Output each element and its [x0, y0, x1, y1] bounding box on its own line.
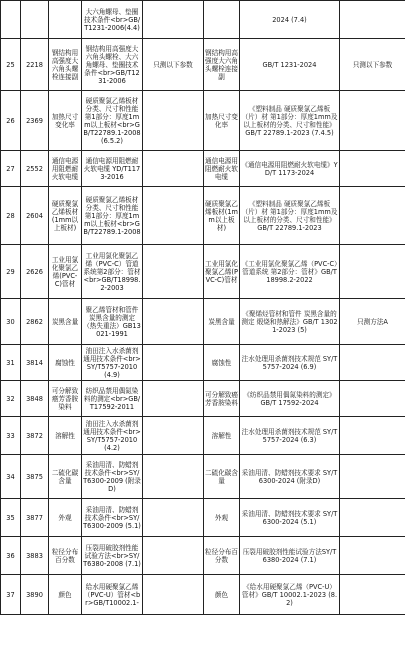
row-code-cell: 2218 [21, 39, 49, 91]
changed-item-cell: 外观 [204, 499, 240, 537]
original-standard-cell: 大六角螺母、垫圈技术条件<br>GB/T1231-2006(4.4) [82, 1, 143, 39]
row-number-cell: 26 [1, 91, 21, 151]
remark-cell [340, 575, 405, 615]
new-standard-cell: 压裂用破胶剂性能试验方法SY/T 6380-2024 (7.1) [240, 537, 340, 575]
remark-cell [340, 537, 405, 575]
new-standard-cell: 《工业用氯化聚氯乙烯（PVC-C）管道系统 第2部分：管材》GB/T 18998.2-2022 [240, 245, 340, 299]
row-code-cell: 3814 [21, 345, 49, 381]
table-row [1, 499, 405, 537]
test-item-cell: 炭黑含量 [49, 299, 82, 345]
original-standard-cell: 给水用硬聚氯乙烯（PVC-U）管材<br>GB/T10002.1- [82, 575, 143, 615]
changed-item-cell: 粒径分布百分数 [204, 537, 240, 575]
row-code-cell: 3883 [21, 537, 49, 575]
changed-item-cell: 硬质聚氯乙烯板材(1mm以上板材) [204, 187, 240, 245]
new-standard-cell: 采油用清、防蜡剂技术要求 SY/T 6300-2024 (附录D) [240, 455, 340, 499]
remark-cell: 只测以下参数 [340, 39, 405, 91]
row-number-cell: 36 [1, 537, 21, 575]
table-row [1, 187, 405, 245]
original-scope-cell [143, 1, 204, 39]
original-standard-cell: 压裂用破胶剂性能试验方法<br>SY/T6380-2008 (7.1) [82, 537, 143, 575]
table-row [1, 455, 405, 499]
original-standard-cell: 通信电源用阻燃耐火软电缆 YD/T1173-2016 [82, 151, 143, 187]
changed-item-cell: 颜色 [204, 575, 240, 615]
test-item-cell: 溶解性 [49, 417, 82, 455]
new-standard-cell: 注水处理用杀菌剂技术规范 SY/T 5757-2024 (6.3) [240, 417, 340, 455]
test-item-cell: 加热尺寸变化率 [49, 91, 82, 151]
row-code-cell: 3848 [21, 381, 49, 417]
test-item-cell: 可分解致癌芳香胺染料 [49, 381, 82, 417]
original-scope-cell [143, 455, 204, 499]
table-row [1, 1, 405, 39]
original-scope-cell [143, 91, 204, 151]
row-number-cell: 25 [1, 39, 21, 91]
row-number-cell: 34 [1, 455, 21, 499]
changed-item-cell: 二硫化碳含量 [204, 455, 240, 499]
original-scope-cell [143, 151, 204, 187]
test-item-cell: 二硫化碳含量 [49, 455, 82, 499]
new-standard-cell: GB/T 1231-2024 [240, 39, 340, 91]
test-item-cell: 粒径分布百分数 [49, 537, 82, 575]
test-item-cell [49, 1, 82, 39]
remark-cell [340, 499, 405, 537]
original-standard-cell: 硬质聚氯乙烯板材分类、尺寸和性能第1部分：厚度1mm以上板材<br>GB/T22789.1-2008 [82, 187, 143, 245]
row-number-cell [1, 1, 21, 39]
original-standard-cell: 聚乙烯管材和管件炭黑含量的测定（热失重法）GB13021-1991 [82, 299, 143, 345]
test-item-cell: 硬质聚氯乙烯板材(1mm以上板材) [49, 187, 82, 245]
remark-cell [340, 151, 405, 187]
original-scope-cell [143, 345, 204, 381]
row-number-cell: 33 [1, 417, 21, 455]
remark-cell [340, 381, 405, 417]
original-standard-cell: 油田注入水杀菌剂通用技术条件<br>SY/T5757-2010 (4.9) [83, 346, 141, 379]
new-standard-cell: 《给水用硬聚氯乙烯（PVC-U）管材》GB/T 10002.1-2023 (8.2) [240, 575, 340, 615]
new-standard-cell: 《塑料制品 硬质聚氯乙烯板（片）材 第1部分：厚度1mm及以上板材的分类、尺寸和性能》GB/T 22789.1-2023 [240, 187, 340, 245]
original-standard-cell: 采油用清、防蜡剂技术条件<br>SY/T6300-2009 (附录D) [82, 455, 143, 499]
original-scope-cell [143, 575, 204, 615]
original-scope-cell [143, 299, 204, 345]
test-item-cell: 外观 [49, 499, 82, 537]
row-code-cell: 3890 [21, 575, 49, 615]
row-code-cell: 2604 [21, 187, 49, 245]
table-body [1, 1, 405, 615]
row-code-cell: 2862 [21, 299, 49, 345]
original-scope-cell [143, 537, 204, 575]
new-standard-cell: 《通信电源用阻燃耐火软电缆》YD/T 1173-2024 [240, 151, 340, 187]
row-code-cell [21, 1, 49, 39]
table-row [1, 39, 405, 91]
changed-item-cell: 工业用氯化聚氯乙烯(PVC-C)管材 [204, 245, 240, 299]
original-scope-cell [143, 417, 204, 455]
changed-item-cell: 炭黑含量 [204, 299, 240, 345]
original-scope-cell [143, 245, 204, 299]
test-item-cell: 钢结构用高强度大六角头螺栓连接副 [49, 39, 82, 91]
changed-item-cell: 加热尺寸变化率 [204, 91, 240, 151]
table-row [1, 245, 405, 299]
changed-item-cell: 通信电源用阻燃耐火软电缆 [204, 151, 240, 187]
test-item-cell: 腐蚀性 [49, 345, 82, 381]
original-scope-cell [143, 499, 204, 537]
table-row [1, 417, 405, 455]
original-scope-cell: 只测以下参数 [143, 39, 204, 91]
table-row [1, 151, 405, 187]
remark-cell [340, 187, 405, 245]
new-standard-cell: 《纺织品禁用偶氮染料的测定》GB/T 17592-2024 [240, 381, 340, 417]
new-standard-cell: 《聚烯烃管材和管件 炭黑含量的测定 煅烧和热解法》GB/T 13021-2023 (5) [240, 299, 340, 345]
table-row [1, 299, 405, 345]
changed-item-cell [204, 1, 240, 39]
row-code-cell: 3877 [21, 499, 49, 537]
original-scope-cell [143, 381, 204, 417]
new-standard-cell: 注水处理用杀菌剂技术规范 SY/T 5757-2024 (6.9) [240, 345, 340, 381]
row-number-cell: 31 [1, 345, 21, 381]
remark-cell [340, 91, 405, 151]
test-item-cell: 工业用氯化聚氯乙烯(PVC-C)管材 [49, 245, 82, 299]
remark-cell [340, 345, 405, 381]
table-row [1, 91, 405, 151]
row-number-cell: 37 [1, 575, 21, 615]
original-standard-cell: 硬质聚氯乙烯板材分类、尺寸和性能第1部分：厚度1mm以上板材<br>GB/T22789.1-2008 (6.5.2) [82, 91, 143, 151]
row-number-cell: 35 [1, 499, 21, 537]
original-standard-cell: 油田注入水杀菌剂通用技术条件<br>SY/T5757-2010 (4.2) [82, 417, 143, 455]
remark-cell [340, 1, 405, 39]
row-code-cell: 3872 [21, 417, 49, 455]
row-number-cell: 29 [1, 245, 21, 299]
remark-cell [340, 455, 405, 499]
changed-item-cell: 钢结构用高强度大六角头螺栓连接副 [204, 39, 240, 91]
row-number-cell: 30 [1, 299, 21, 345]
remark-cell [340, 245, 405, 299]
table-row [1, 381, 405, 417]
table-row [1, 345, 405, 381]
original-standard-cell: 纺织品禁用偶氮染料的测定<br>GB/T17592-2011 [82, 381, 143, 417]
row-code-cell: 3875 [21, 455, 49, 499]
row-code-cell: 2626 [21, 245, 49, 299]
row-number-cell: 32 [1, 381, 21, 417]
changed-item-cell: 可分解致癌芳香胺染料 [204, 381, 240, 417]
row-number-cell: 27 [1, 151, 21, 187]
new-standard-cell: 采油用清、防蜡剂技术要求 SY/T 6300-2024 (5.1) [240, 499, 340, 537]
row-number-cell: 28 [1, 187, 21, 245]
original-standard-cell: 采油用清、防蜡剂技术条件<br>SY/T6300-2009 (5.1) [82, 499, 143, 537]
original-scope-cell [143, 187, 204, 245]
table-row [1, 537, 405, 575]
table-row [1, 575, 405, 615]
remark-cell: 只测方法A [340, 299, 405, 345]
test-item-cell: 通信电源用阻燃耐火软电缆 [49, 151, 82, 187]
new-standard-cell: 2024 (7.4) [240, 1, 340, 39]
row-code-cell: 2369 [21, 91, 49, 151]
remark-cell [340, 417, 405, 455]
original-standard-cell: 工业用氯化聚氯乙烯（PVC-C）管道系统第2部分：管材<br>GB/T18998.2-2003 [82, 245, 143, 299]
changed-item-cell: 溶解性 [204, 417, 240, 455]
new-standard-cell: 《塑料制品 硬质聚氯乙烯板（片）材 第1部分：厚度1mm及以上板材的分类、尺寸和性能》GB/T 22789.1-2023 (7.4.5) [240, 91, 340, 151]
changed-item-cell: 腐蚀性 [204, 345, 240, 381]
original-standard-cell: 钢结构用高强度大六角头螺栓、大六角螺母、垫圈技术条件<br>GB/T1231-2006 [82, 39, 143, 91]
row-code-cell: 2552 [21, 151, 49, 187]
test-item-cell: 颜色 [49, 575, 82, 615]
